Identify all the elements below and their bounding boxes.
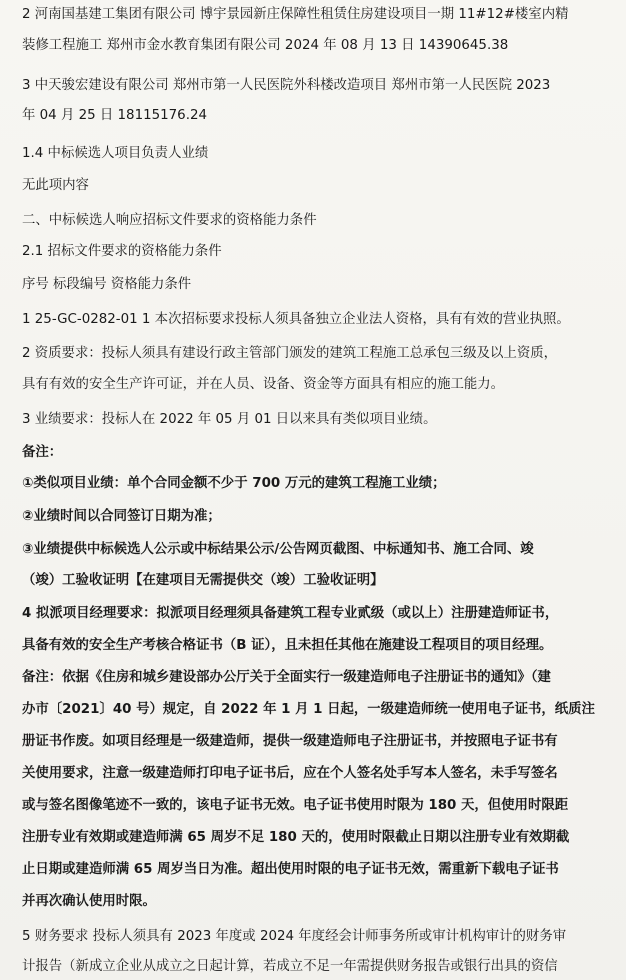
section-heading: 2.1 招标文件要求的资格能力条件 (22, 244, 222, 259)
text-line: 册证书作废。如项目经理是一级建造师，提供一级建造师电子注册证书，并按照电子证书有 (22, 734, 558, 749)
text-line: 年 04 月 25 日 18115176.24 (22, 108, 207, 123)
note-item: （竣）工验收证明【在建项目无需提供交（竣）工验收证明】 (22, 573, 384, 588)
text-line: 5 财务要求 投标人须具有 2023 年度或 2024 年度经会计师事务所或审计机构审计的财务审 (22, 929, 567, 944)
text-line: 并再次确认使用时限。 (22, 894, 156, 909)
note-item: ②业绩时间以合同签订日期为准； (22, 509, 221, 524)
section-heading: 二、中标候选人响应招标文件要求的资格能力条件 (22, 213, 317, 228)
text-line: 计报告（新成立企业从成立之日起计算，若成立不足一年需提供财务报告或银行出具的资信 (22, 959, 558, 974)
note-item: ③业绩提供中标候选人公示或中标结果公示/公告网页截图、中标通知书、施工合同、竣 (22, 542, 534, 557)
text-line: 办市〔2021〕40 号）规定，自 2022 年 1 月 1 日起，一级建造师统一使用电子证书，纸质注 (22, 702, 595, 717)
section-heading: 1.4 中标候选人项目负责人业绩 (22, 146, 209, 161)
text-line: 注册专业有效期或建造师满 65 周岁不足 180 天的，使用时限截止日期以注册专业有效期截 (22, 830, 570, 845)
text-line: 关使用要求，注意一级建造师打印电子证书后，应在个人签名处手写本人签名，未手写签名 (22, 766, 558, 781)
note-item: ①类似项目业绩：单个合同金额不少于 700 万元的建筑工程施工业绩； (22, 476, 446, 491)
text-line: 具有有效的安全生产许可证，并在人员、设备、资金等方面具有相应的施工能力。 (22, 377, 505, 392)
text-line: 3 中天骏宏建设有限公司 郑州市第一人民医院外科楼改造项目 郑州市第一人民医院 2023 (22, 78, 551, 93)
text-line: 2 资质要求：投标人须具有建设行政主管部门颁发的建筑工程施工总承包三级及以上资质， (22, 346, 558, 361)
text-line: 4 拟派项目经理要求：拟派项目经理须具备建筑工程专业贰级（或以上）注册建造师证书， (22, 606, 559, 621)
text-line: 止日期或建造师满 65 周岁当日为准。超出使用时限的电子证书无效，需重新下载电子证书 (22, 862, 559, 877)
text-line: 3 业绩要求：投标人在 2022 年 05 月 01 日以来具有类似项目业绩。 (22, 412, 437, 427)
table-header: 序号 标段编号 资格能力条件 (22, 277, 192, 292)
text-line: 装修工程施工 郑州市金水教育集团有限公司 2024 年 08 月 13 日 14390645.38 (22, 38, 509, 53)
text-line: 或与签名图像笔迹不一致的，该电子证书无效。电子证书使用时限为 180 天，但使用时限距 (22, 798, 569, 813)
text-line: 2 河南国基建工集团有限公司 博宇景园新庄保障性租赁住房建设项目一期 11#12#楼室内精 (22, 7, 569, 22)
text-line: 1 25-GC-0282-01 1 本次招标要求投标人须具备独立企业法人资格，具有有效的营业执照。 (22, 312, 570, 327)
text-line: 备注：依据《住房和城乡建设部办公厅关于全面实行一级建造师电子注册证书的通知》（建 (22, 670, 551, 685)
text-line: 无此项内容 (22, 178, 89, 193)
text-line: 具备有效的安全生产考核合格证书（B 证），且未担任其他在施建设工程项目的项目经理。 (22, 638, 553, 653)
note-label: 备注： (22, 445, 63, 460)
